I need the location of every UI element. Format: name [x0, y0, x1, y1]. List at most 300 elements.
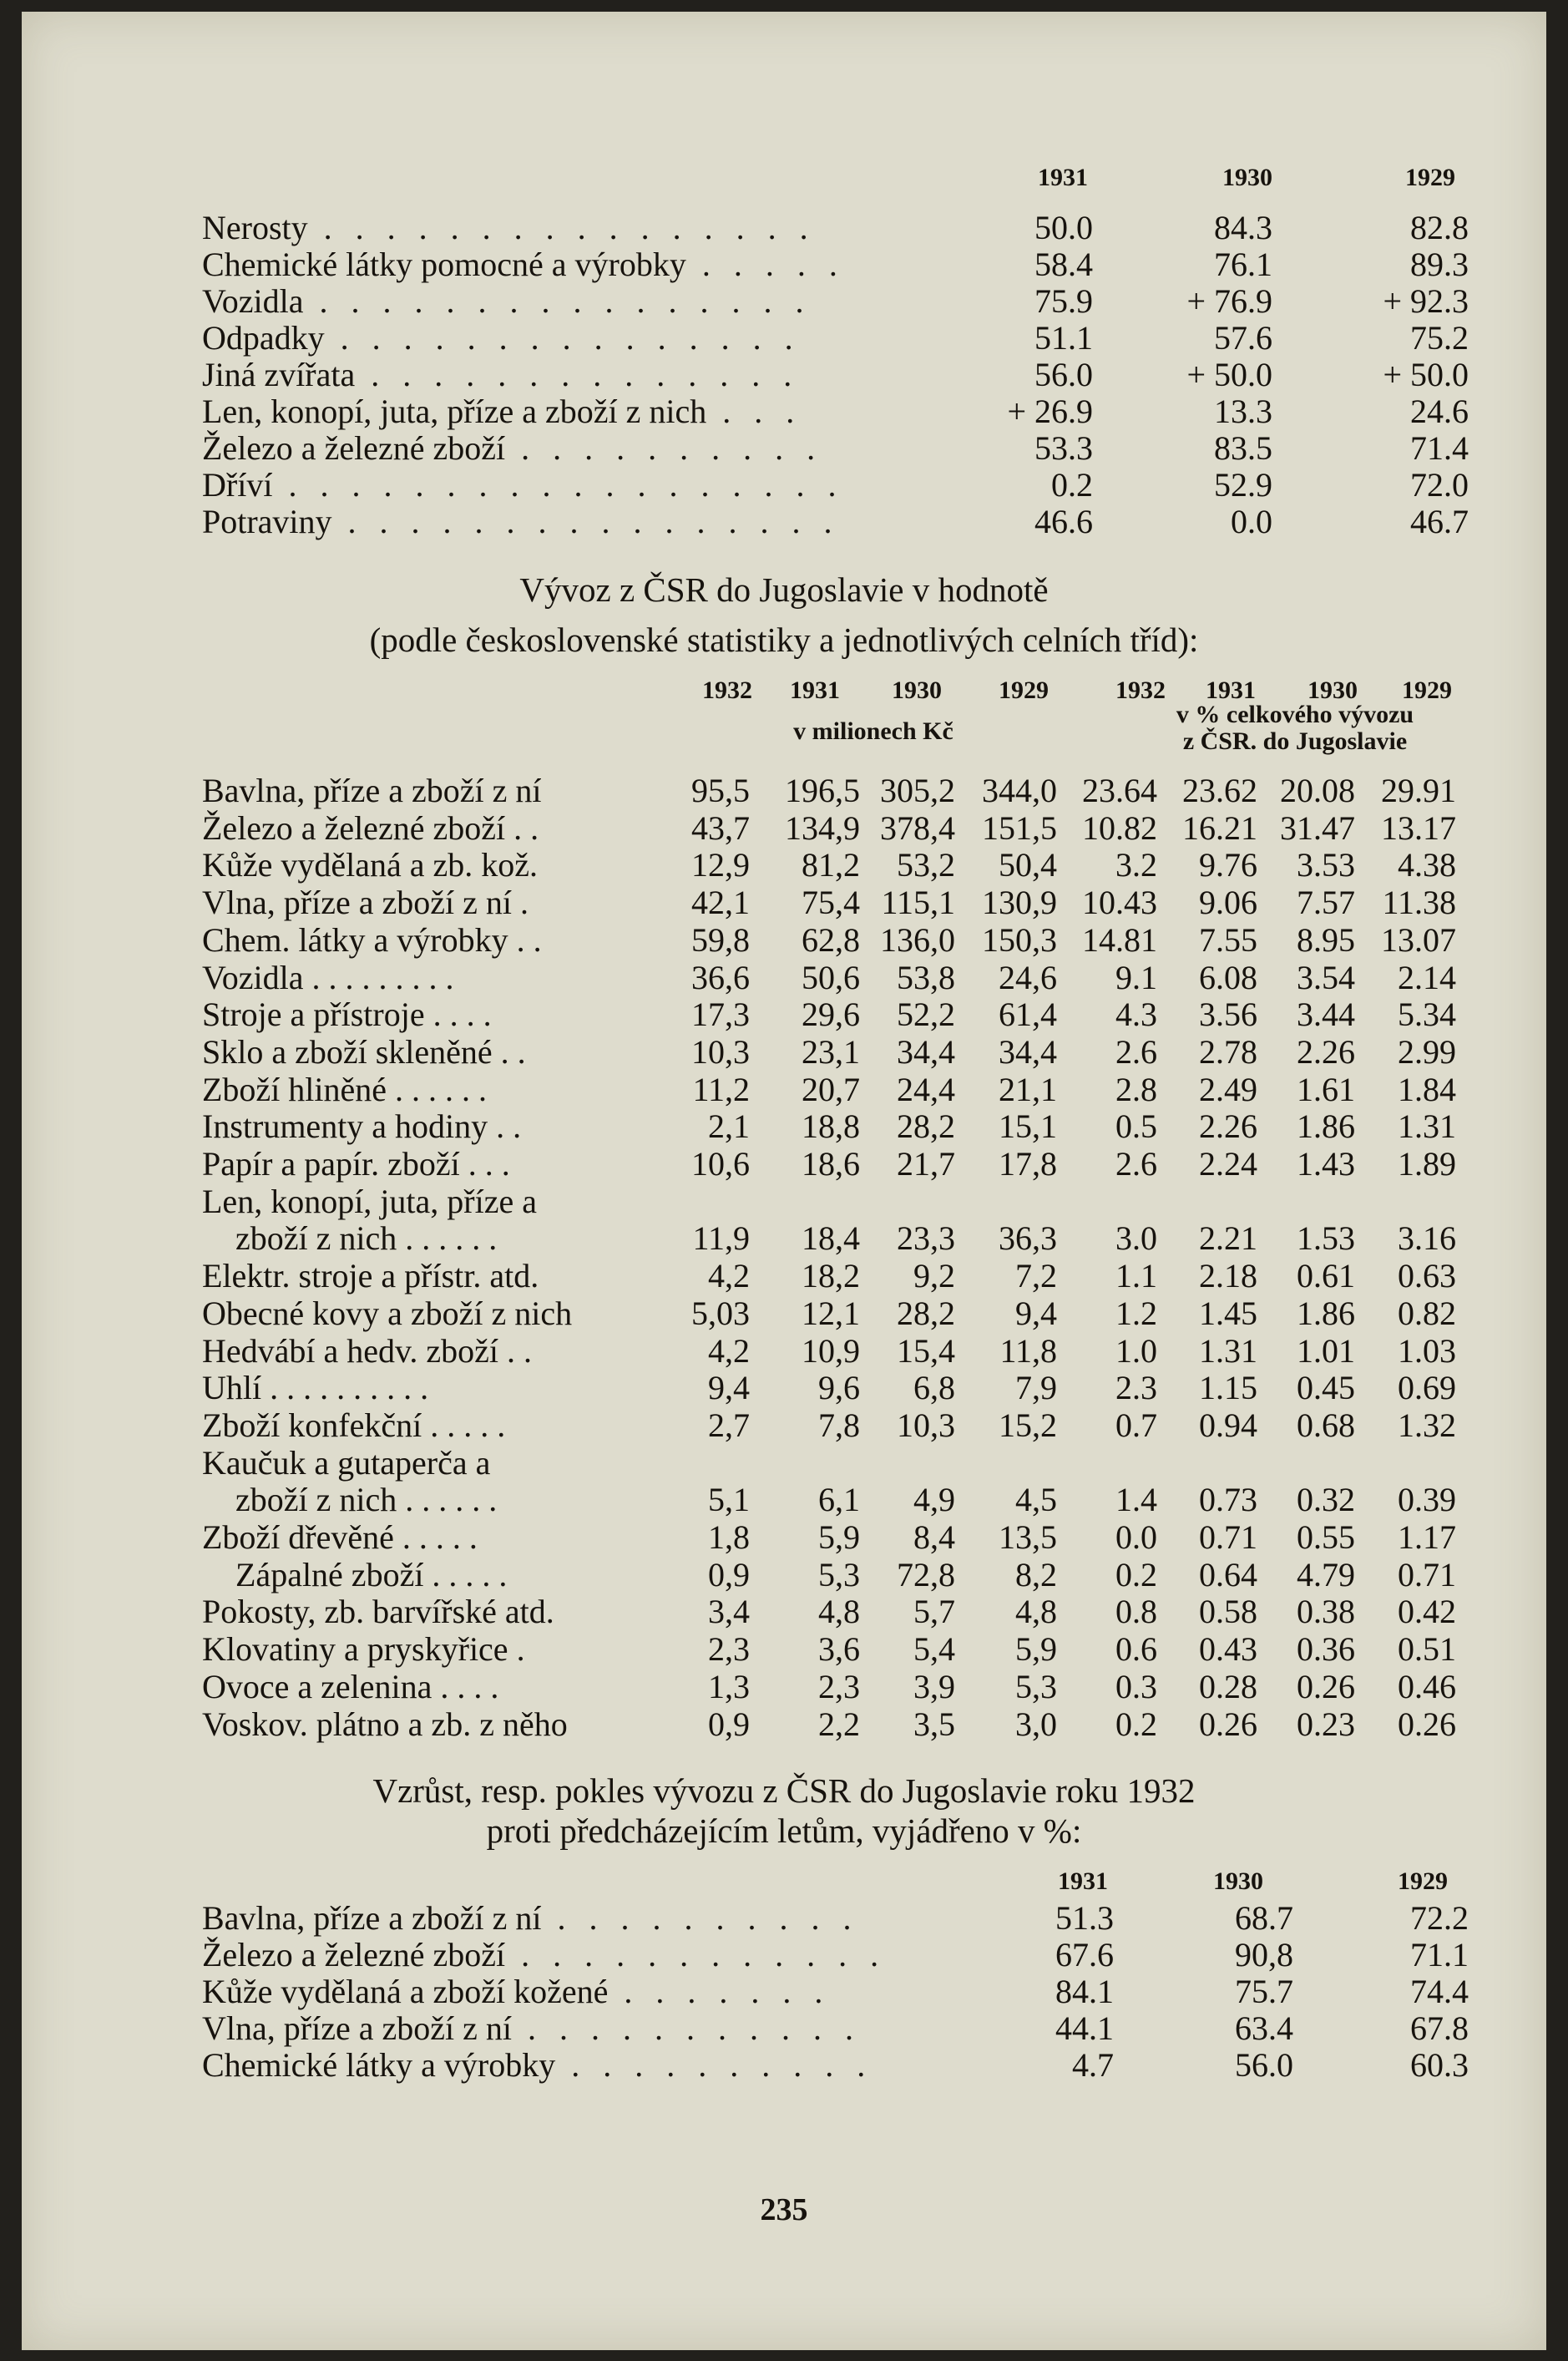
- s2-cell: 0.36: [1297, 1630, 1355, 1669]
- t1-cell: 50.0: [1034, 209, 1093, 246]
- s2-cell: 4,8: [1015, 1593, 1057, 1631]
- s2-cell: 21,1: [999, 1070, 1057, 1108]
- s2-cell: 2.49: [1199, 1070, 1257, 1108]
- t1-cell: 0.2: [1051, 466, 1093, 504]
- s2-cell: 4.3: [1115, 996, 1157, 1034]
- s2-cell: 2,3: [818, 1667, 860, 1705]
- s2-cell: 1.4: [1115, 1481, 1157, 1519]
- s2-cell: 20.08: [1280, 772, 1355, 809]
- s2-cell: 0.39: [1398, 1481, 1456, 1519]
- t1-row-label: [202, 503, 840, 541]
- t1-cell: + 50.0: [1383, 356, 1469, 393]
- s3-dots: . . . . . . . . . . . .: [505, 1936, 887, 1973]
- s2-cell: 9.06: [1199, 884, 1257, 922]
- s2-cell: 43,7: [691, 808, 750, 847]
- s2-cell: 5.34: [1398, 996, 1456, 1034]
- s2-row: [202, 1668, 1505, 1706]
- s2-cell: 3.0: [1115, 1219, 1157, 1258]
- s2-cell: 9.76: [1199, 846, 1257, 884]
- s3-row: [202, 1936, 1505, 1974]
- s2-row-label: Vlna, příze a zboží z ní .: [202, 884, 529, 922]
- s2-cell: 29,6: [802, 996, 860, 1034]
- s2-cell: 1.31: [1398, 1107, 1456, 1146]
- t1-cell: 51.1: [1034, 319, 1093, 357]
- s2-cell: 20,7: [802, 1070, 860, 1108]
- s2-row-label: Kůže vydělaná a zb. kož.: [202, 846, 539, 884]
- s3-row: [202, 1973, 1505, 2011]
- t1-year-header: 1929: [1405, 164, 1455, 191]
- s2-row-label: Zboží konfekční . . . . .: [202, 1406, 506, 1444]
- s2-cell: 0.2: [1115, 1555, 1157, 1593]
- s2-cell: 1.15: [1199, 1369, 1257, 1407]
- s2-cell: 151,5: [982, 808, 1057, 847]
- s2-cell: 8.95: [1297, 920, 1355, 959]
- s2-row-label: Obecné kovy a zboží z nich: [202, 1294, 573, 1332]
- s2-cell: 53,8: [897, 958, 955, 996]
- t1-cell: 46.6: [1034, 503, 1093, 540]
- s2-cell: 3.53: [1297, 846, 1355, 884]
- s2-cell: 150,3: [982, 920, 1057, 959]
- s2-cell: 8,4: [913, 1518, 955, 1556]
- s2-cell: 0.28: [1199, 1667, 1257, 1705]
- s3-row-label: [202, 2009, 861, 2048]
- s2-cell: 9,4: [1015, 1294, 1057, 1332]
- s2-cell: 2.21: [1199, 1219, 1257, 1258]
- s2-unit-right-2: z ČSR. do Jugoslavie: [1182, 727, 1408, 755]
- t1-dots: . . . . . . . . . .: [505, 429, 823, 467]
- t1-year-header: 1931: [1038, 164, 1088, 191]
- s2-cell: 13.07: [1381, 920, 1456, 959]
- t1-label-text: Dříví: [202, 466, 273, 504]
- t1-cell: 76.1: [1214, 246, 1272, 283]
- page-number: 235: [760, 2192, 808, 2227]
- s2-row: [202, 1630, 1505, 1669]
- s3-label-text: Železo a železné zboží: [202, 1936, 506, 1973]
- s2-cell: 130,9: [982, 884, 1057, 922]
- s2-cell: 23.64: [1082, 772, 1157, 809]
- s2-row-label: Zboží hliněné . . . . . .: [202, 1070, 488, 1108]
- s2-cell: 0.8: [1115, 1593, 1157, 1631]
- s2-row: [202, 1406, 1505, 1445]
- s2-cell: 61,4: [999, 996, 1057, 1034]
- t1-year-header: 1930: [1222, 164, 1272, 191]
- s2-cell: 28,2: [897, 1294, 955, 1332]
- s3-row-label: [202, 2046, 873, 2085]
- s2-cell: 0,9: [708, 1555, 750, 1593]
- t1-row-label: [202, 356, 799, 394]
- t1-cell: 89.3: [1410, 246, 1469, 283]
- s2-cell: 2.26: [1297, 1032, 1355, 1071]
- s2-cell: 15,4: [897, 1331, 955, 1370]
- s2-cell: 1.0: [1115, 1331, 1157, 1370]
- s3-cell: 4.7: [1072, 2046, 1114, 2084]
- t1-label-text: Len, konopí, juta, příze a zboží z nich: [202, 393, 707, 430]
- t1-row-label: [202, 319, 801, 357]
- s3-cell: 56.0: [1235, 2046, 1293, 2084]
- t1-row: [202, 356, 1505, 394]
- s2-row: [202, 1332, 1505, 1370]
- s2-row-label: Ovoce a zelenina . . . .: [202, 1667, 499, 1705]
- s2-cell: 1.86: [1297, 1294, 1355, 1332]
- s2-cell: 136,0: [880, 920, 955, 959]
- s2-cell: 0.64: [1199, 1555, 1257, 1593]
- s2-cell: 11,9: [692, 1219, 750, 1258]
- s3-cell: 84.1: [1055, 1973, 1114, 2010]
- s2-year-header: 1929: [1402, 676, 1452, 704]
- s2-cell: 2,2: [818, 1705, 860, 1743]
- s2-cell: 5,9: [818, 1518, 860, 1556]
- s2-cell: 10,9: [802, 1331, 860, 1370]
- s2-cell: 1.84: [1398, 1070, 1456, 1108]
- s3-year-header: 1929: [1398, 1867, 1448, 1895]
- s2-cell: 0.55: [1297, 1518, 1355, 1556]
- s2-cell: 4,5: [1015, 1481, 1057, 1519]
- s2-title-line2: (podle československé statistiky a jednotlivých celních tříd):: [369, 621, 1199, 659]
- s2-cell: 0.32: [1297, 1481, 1355, 1519]
- t1-label-text: Potraviny: [202, 503, 332, 540]
- t1-row-label: [202, 282, 811, 321]
- s3-cell: 90,8: [1235, 1936, 1293, 1973]
- t1-row: [202, 282, 1505, 321]
- s2-cell: 2.24: [1199, 1145, 1257, 1183]
- s2-cell: 0.38: [1297, 1593, 1355, 1631]
- s3-cell: 60.3: [1410, 2046, 1469, 2084]
- s2-row: [202, 996, 1505, 1034]
- s2-row-label: Zboží dřevěné . . . . .: [202, 1518, 478, 1556]
- s3-year-header: 1930: [1213, 1867, 1263, 1895]
- document-page: [22, 12, 1546, 2350]
- t1-row: [202, 503, 1505, 541]
- s2-cell: 15,1: [999, 1107, 1057, 1146]
- t1-cell: 75.9: [1034, 282, 1093, 320]
- s2-cell: 5,3: [818, 1555, 860, 1593]
- s2-cell: 0.51: [1398, 1630, 1456, 1669]
- t1-label-text: Jiná zvířata: [202, 356, 356, 393]
- s2-cell: 0.2: [1115, 1705, 1157, 1743]
- s2-cell: 18,2: [802, 1257, 860, 1295]
- s2-row-label: Papír a papír. zboží . . .: [202, 1145, 510, 1183]
- s2-cell: 10,3: [897, 1406, 955, 1444]
- s2-unit-right-1: v % celkového vývozu: [1176, 701, 1414, 728]
- s2-row-label: Elektr. stroje a přístr. atd.: [202, 1257, 539, 1295]
- s2-cell: 2.99: [1398, 1032, 1456, 1071]
- s2-row: [202, 1518, 1505, 1557]
- s2-cell: 1.2: [1115, 1294, 1157, 1332]
- s2-cell: 1.45: [1199, 1294, 1257, 1332]
- t1-dots: . . . . . . . . . . . . . . . . . .: [272, 466, 844, 504]
- t1-cell: + 50.0: [1186, 356, 1272, 393]
- s2-cell: 17,8: [999, 1145, 1057, 1183]
- s2-year-header: 1929: [999, 676, 1049, 704]
- t1-cell: 46.7: [1410, 503, 1469, 540]
- s2-cell: 1,3: [708, 1667, 750, 1705]
- s2-row: [202, 1294, 1505, 1333]
- s2-cell: 12,9: [691, 846, 750, 884]
- s3-label-text: Vlna, příze a zboží z ní: [202, 2009, 512, 2047]
- s3-year-header: 1931: [1058, 1867, 1108, 1895]
- s2-cell: 3,9: [913, 1667, 955, 1705]
- s3-label-text: Chemické látky a výrobky: [202, 2046, 556, 2084]
- s2-year-header: 1930: [1308, 676, 1358, 704]
- t1-cell: 52.9: [1214, 466, 1272, 504]
- t1-row: [202, 246, 1505, 284]
- s2-cell: 0.58: [1199, 1593, 1257, 1631]
- s2-row-label: Hedvábí a hedv. zboží . .: [202, 1331, 533, 1370]
- s2-row-label: Chem. látky a výrobky . .: [202, 920, 542, 959]
- s2-cell: 6,1: [818, 1481, 860, 1519]
- s2-cell: 2.6: [1115, 1145, 1157, 1183]
- t1-row-label: [202, 209, 816, 247]
- s2-cell: 10,6: [691, 1145, 750, 1183]
- s2-row-label: Pokosty, zb. barvířské atd.: [202, 1593, 554, 1631]
- s2-cell: 0.6: [1115, 1630, 1157, 1669]
- s2-row: [202, 1107, 1505, 1146]
- t1-cell: + 92.3: [1383, 282, 1469, 320]
- s2-cell: 4,9: [913, 1481, 955, 1519]
- s2-row-label: Kaučuk a gutaperča a: [202, 1443, 491, 1482]
- s2-cell: 1.17: [1398, 1518, 1456, 1556]
- s2-row: [202, 772, 1505, 810]
- s2-cell: 196,5: [785, 772, 860, 809]
- t1-label-text: Železo a železné zboží: [202, 429, 506, 467]
- s2-cell: 3,5: [913, 1705, 955, 1743]
- s2-cell: 18,4: [802, 1219, 860, 1258]
- s3-cell: 63.4: [1235, 2009, 1293, 2047]
- t1-cell: 24.6: [1410, 393, 1469, 430]
- s2-cell: 0.71: [1398, 1555, 1456, 1593]
- s2-row: [202, 809, 1505, 848]
- s2-row: [202, 1705, 1505, 1744]
- s2-cell: 52,2: [897, 996, 955, 1034]
- s2-cell: 72,8: [897, 1555, 955, 1593]
- s2-cell: 75,4: [802, 884, 860, 922]
- s3-title-line1: Vzrůst, resp. pokles vývozu z ČSR do Jugoslavie roku 1932: [372, 1771, 1196, 1810]
- s2-cell: 23,1: [802, 1032, 860, 1071]
- page-content: [22, 12, 1546, 2350]
- t1-cell: 13.3: [1214, 393, 1272, 430]
- s2-row-label: Stroje a přístroje . . . .: [202, 996, 492, 1034]
- t1-label-text: Nerosty: [202, 209, 308, 246]
- s2-cell: 36,6: [691, 958, 750, 996]
- s3-label-text: Bavlna, příze a zboží z ní: [202, 1899, 542, 1937]
- s2-row: [202, 1593, 1505, 1631]
- s2-cell: 1.53: [1297, 1219, 1355, 1258]
- s2-cell: 14.81: [1082, 920, 1157, 959]
- s3-dots: . . . . . . . . . .: [555, 2046, 873, 2084]
- s2-cell: 0.69: [1398, 1369, 1456, 1407]
- s2-cell: 24,6: [999, 958, 1057, 996]
- s2-cell: 9,2: [913, 1257, 955, 1295]
- s2-year-header: 1932: [1115, 676, 1166, 704]
- s3-cell: 72.2: [1410, 1899, 1469, 1937]
- s2-cell: 7,8: [818, 1406, 860, 1444]
- s2-cell: 36,3: [999, 1219, 1057, 1258]
- s2-cell: 3.44: [1297, 996, 1355, 1034]
- s2-cell: 5,3: [1015, 1667, 1057, 1705]
- s3-cell: 75.7: [1235, 1973, 1293, 2010]
- s2-cell: 10.82: [1082, 808, 1157, 847]
- s2-row-label: Len, konopí, juta, příze a: [202, 1182, 537, 1220]
- s2-cell: 5,4: [913, 1630, 955, 1669]
- s2-cell: 0.94: [1199, 1406, 1257, 1444]
- s3-row-label: [202, 1973, 830, 2011]
- s2-cell: 0.3: [1115, 1667, 1157, 1705]
- s2-year-header: 1930: [892, 676, 942, 704]
- s2-cell: 3,6: [818, 1630, 860, 1669]
- s2-year-header: 1931: [1206, 676, 1256, 704]
- s3-row-label: [202, 1936, 886, 1974]
- s2-cell: 2.3: [1115, 1369, 1157, 1407]
- s2-cell: 50,4: [999, 846, 1057, 884]
- s3-cell: 67.6: [1055, 1936, 1114, 1973]
- s2-cell: 1.01: [1297, 1331, 1355, 1370]
- t1-row: [202, 429, 1505, 468]
- s2-cell: 0.71: [1199, 1518, 1257, 1556]
- s2-cell: 1.43: [1297, 1145, 1355, 1183]
- t1-cell: 0.0: [1231, 503, 1272, 540]
- s2-cell: 4,2: [708, 1257, 750, 1295]
- s2-cell: 0.73: [1199, 1481, 1257, 1519]
- s2-cell: 53,2: [897, 846, 955, 884]
- s2-cell: 2.14: [1398, 958, 1456, 996]
- s2-cell: 2,3: [708, 1630, 750, 1669]
- s2-cell: 11,2: [692, 1070, 750, 1108]
- t1-dots: . . . . . . . . . . . . . . . .: [307, 209, 816, 246]
- s2-cell: 1,8: [708, 1518, 750, 1556]
- s3-cell: 44.1: [1055, 2009, 1114, 2047]
- s2-cell: 6.08: [1199, 958, 1257, 996]
- s2-row: [202, 1071, 1505, 1109]
- s2-cell: 59,8: [691, 920, 750, 959]
- t1-row-label: [202, 246, 845, 284]
- t1-dots: . . . . . . . . . . . . . . . .: [331, 503, 840, 540]
- t1-cell: 57.6: [1214, 319, 1272, 357]
- t1-cell: + 76.9: [1186, 282, 1272, 320]
- s2-cell: 3.2: [1115, 846, 1157, 884]
- s2-cell: 0.46: [1398, 1667, 1456, 1705]
- s2-row: [202, 1183, 1505, 1221]
- s2-cell: 1.1: [1115, 1257, 1157, 1295]
- s2-cell: 4.38: [1398, 846, 1456, 884]
- t1-row: [202, 466, 1505, 504]
- s2-cell: 305,2: [880, 772, 955, 809]
- t1-cell: 53.3: [1034, 429, 1093, 467]
- t1-label-text: Odpadky: [202, 319, 325, 357]
- s2-cell: 0.23: [1297, 1705, 1355, 1743]
- t1-cell: 83.5: [1214, 429, 1272, 467]
- s3-cell: 68.7: [1235, 1899, 1293, 1937]
- s2-cell: 1.86: [1297, 1107, 1355, 1146]
- s2-cell: 12,1: [802, 1294, 860, 1332]
- s2-cell: 4,8: [818, 1593, 860, 1631]
- s2-row: [202, 1369, 1505, 1407]
- s3-dots: . . . . . . . . . .: [541, 1899, 859, 1937]
- s3-dots: . . . . . . .: [608, 1973, 831, 2010]
- t1-row-label: [202, 429, 822, 468]
- s2-cell: 3.54: [1297, 958, 1355, 996]
- s2-row: [202, 1481, 1505, 1519]
- s2-cell: 2.18: [1199, 1257, 1257, 1295]
- s2-cell: 5,7: [913, 1593, 955, 1631]
- s2-cell: 3.56: [1199, 996, 1257, 1034]
- s2-cell: 11,8: [999, 1331, 1057, 1370]
- s2-cell: 0.82: [1398, 1294, 1456, 1332]
- t1-row: [202, 319, 1505, 357]
- t1-cell: 71.4: [1410, 429, 1469, 467]
- t1-dots: . . . . .: [685, 246, 845, 283]
- s2-cell: 17,3: [691, 996, 750, 1034]
- s2-cell: 115,1: [881, 884, 955, 922]
- s2-cell: 28,2: [897, 1107, 955, 1146]
- s2-row-label: Instrumenty a hodiny . .: [202, 1107, 522, 1146]
- s2-cell: 1.32: [1398, 1406, 1456, 1444]
- s2-cell: 4.79: [1297, 1555, 1355, 1593]
- s2-cell: 11.38: [1382, 884, 1456, 922]
- s2-cell: 5,03: [691, 1294, 750, 1332]
- s2-cell: 62,8: [802, 920, 860, 959]
- s2-cell: 23.62: [1182, 772, 1257, 809]
- s2-cell: 0.7: [1115, 1406, 1157, 1444]
- t1-cell: 82.8: [1410, 209, 1469, 246]
- s2-title-line1: Vývoz z ČSR do Jugoslavie v hodnotě: [519, 570, 1049, 609]
- s2-cell: 10.43: [1082, 884, 1157, 922]
- s2-cell: 0.5: [1115, 1107, 1157, 1146]
- s2-row: [202, 884, 1505, 922]
- s2-row-label: Klovatiny a pryskyřice .: [202, 1630, 525, 1669]
- s2-year-header: 1931: [790, 676, 840, 704]
- s3-cell: 74.4: [1410, 1973, 1469, 2010]
- s2-row-label: Voskov. plátno a zb. z něho: [202, 1705, 568, 1743]
- s2-cell: 24,4: [897, 1070, 955, 1108]
- s2-cell: 0.0: [1115, 1518, 1157, 1556]
- t1-cell: 75.2: [1410, 319, 1469, 357]
- t1-dots: . . .: [706, 393, 802, 430]
- s2-cell: 0.26: [1297, 1667, 1355, 1705]
- s3-cell: 67.8: [1410, 2009, 1469, 2047]
- s2-cell: 1.89: [1398, 1145, 1456, 1183]
- t1-row: [202, 209, 1505, 247]
- s2-cell: 0.26: [1199, 1705, 1257, 1743]
- s2-cell: 23,3: [897, 1219, 955, 1258]
- s2-row: [202, 921, 1505, 960]
- s3-cell: 51.3: [1055, 1899, 1114, 1937]
- s2-cell: 2.6: [1115, 1032, 1157, 1071]
- s2-cell: 0.43: [1199, 1630, 1257, 1669]
- s2-cell: 2.26: [1199, 1107, 1257, 1146]
- s2-cell: 5,1: [708, 1481, 750, 1519]
- s3-label-text: Kůže vydělaná a zboží kožené: [202, 1973, 609, 2010]
- s2-cell: 13,5: [999, 1518, 1057, 1556]
- t1-row-label: [202, 466, 843, 504]
- t1-label-text: Vozidla: [202, 282, 304, 320]
- s2-row: [202, 846, 1505, 884]
- s2-cell: 1.61: [1297, 1070, 1355, 1108]
- s2-cell: 5,9: [1015, 1630, 1057, 1669]
- t1-cell: 72.0: [1410, 466, 1469, 504]
- s2-row: [202, 1033, 1505, 1072]
- t1-cell: 84.3: [1214, 209, 1272, 246]
- s3-row: [202, 1899, 1505, 1938]
- t1-row: [202, 393, 1505, 431]
- s3-row-label: [202, 1899, 858, 1938]
- s2-cell: 378,4: [880, 808, 955, 847]
- s2-row-label: Bavlna, příze a zboží z ní: [202, 772, 542, 809]
- s2-row-label: Vozidla . . . . . . . . .: [202, 958, 454, 996]
- t1-dots: . . . . . . . . . . . . . . .: [324, 319, 801, 357]
- s2-cell: 21,7: [897, 1145, 955, 1183]
- s2-cell: 3,4: [708, 1593, 750, 1631]
- t1-dots: . . . . . . . . . . . . . . . .: [303, 282, 812, 320]
